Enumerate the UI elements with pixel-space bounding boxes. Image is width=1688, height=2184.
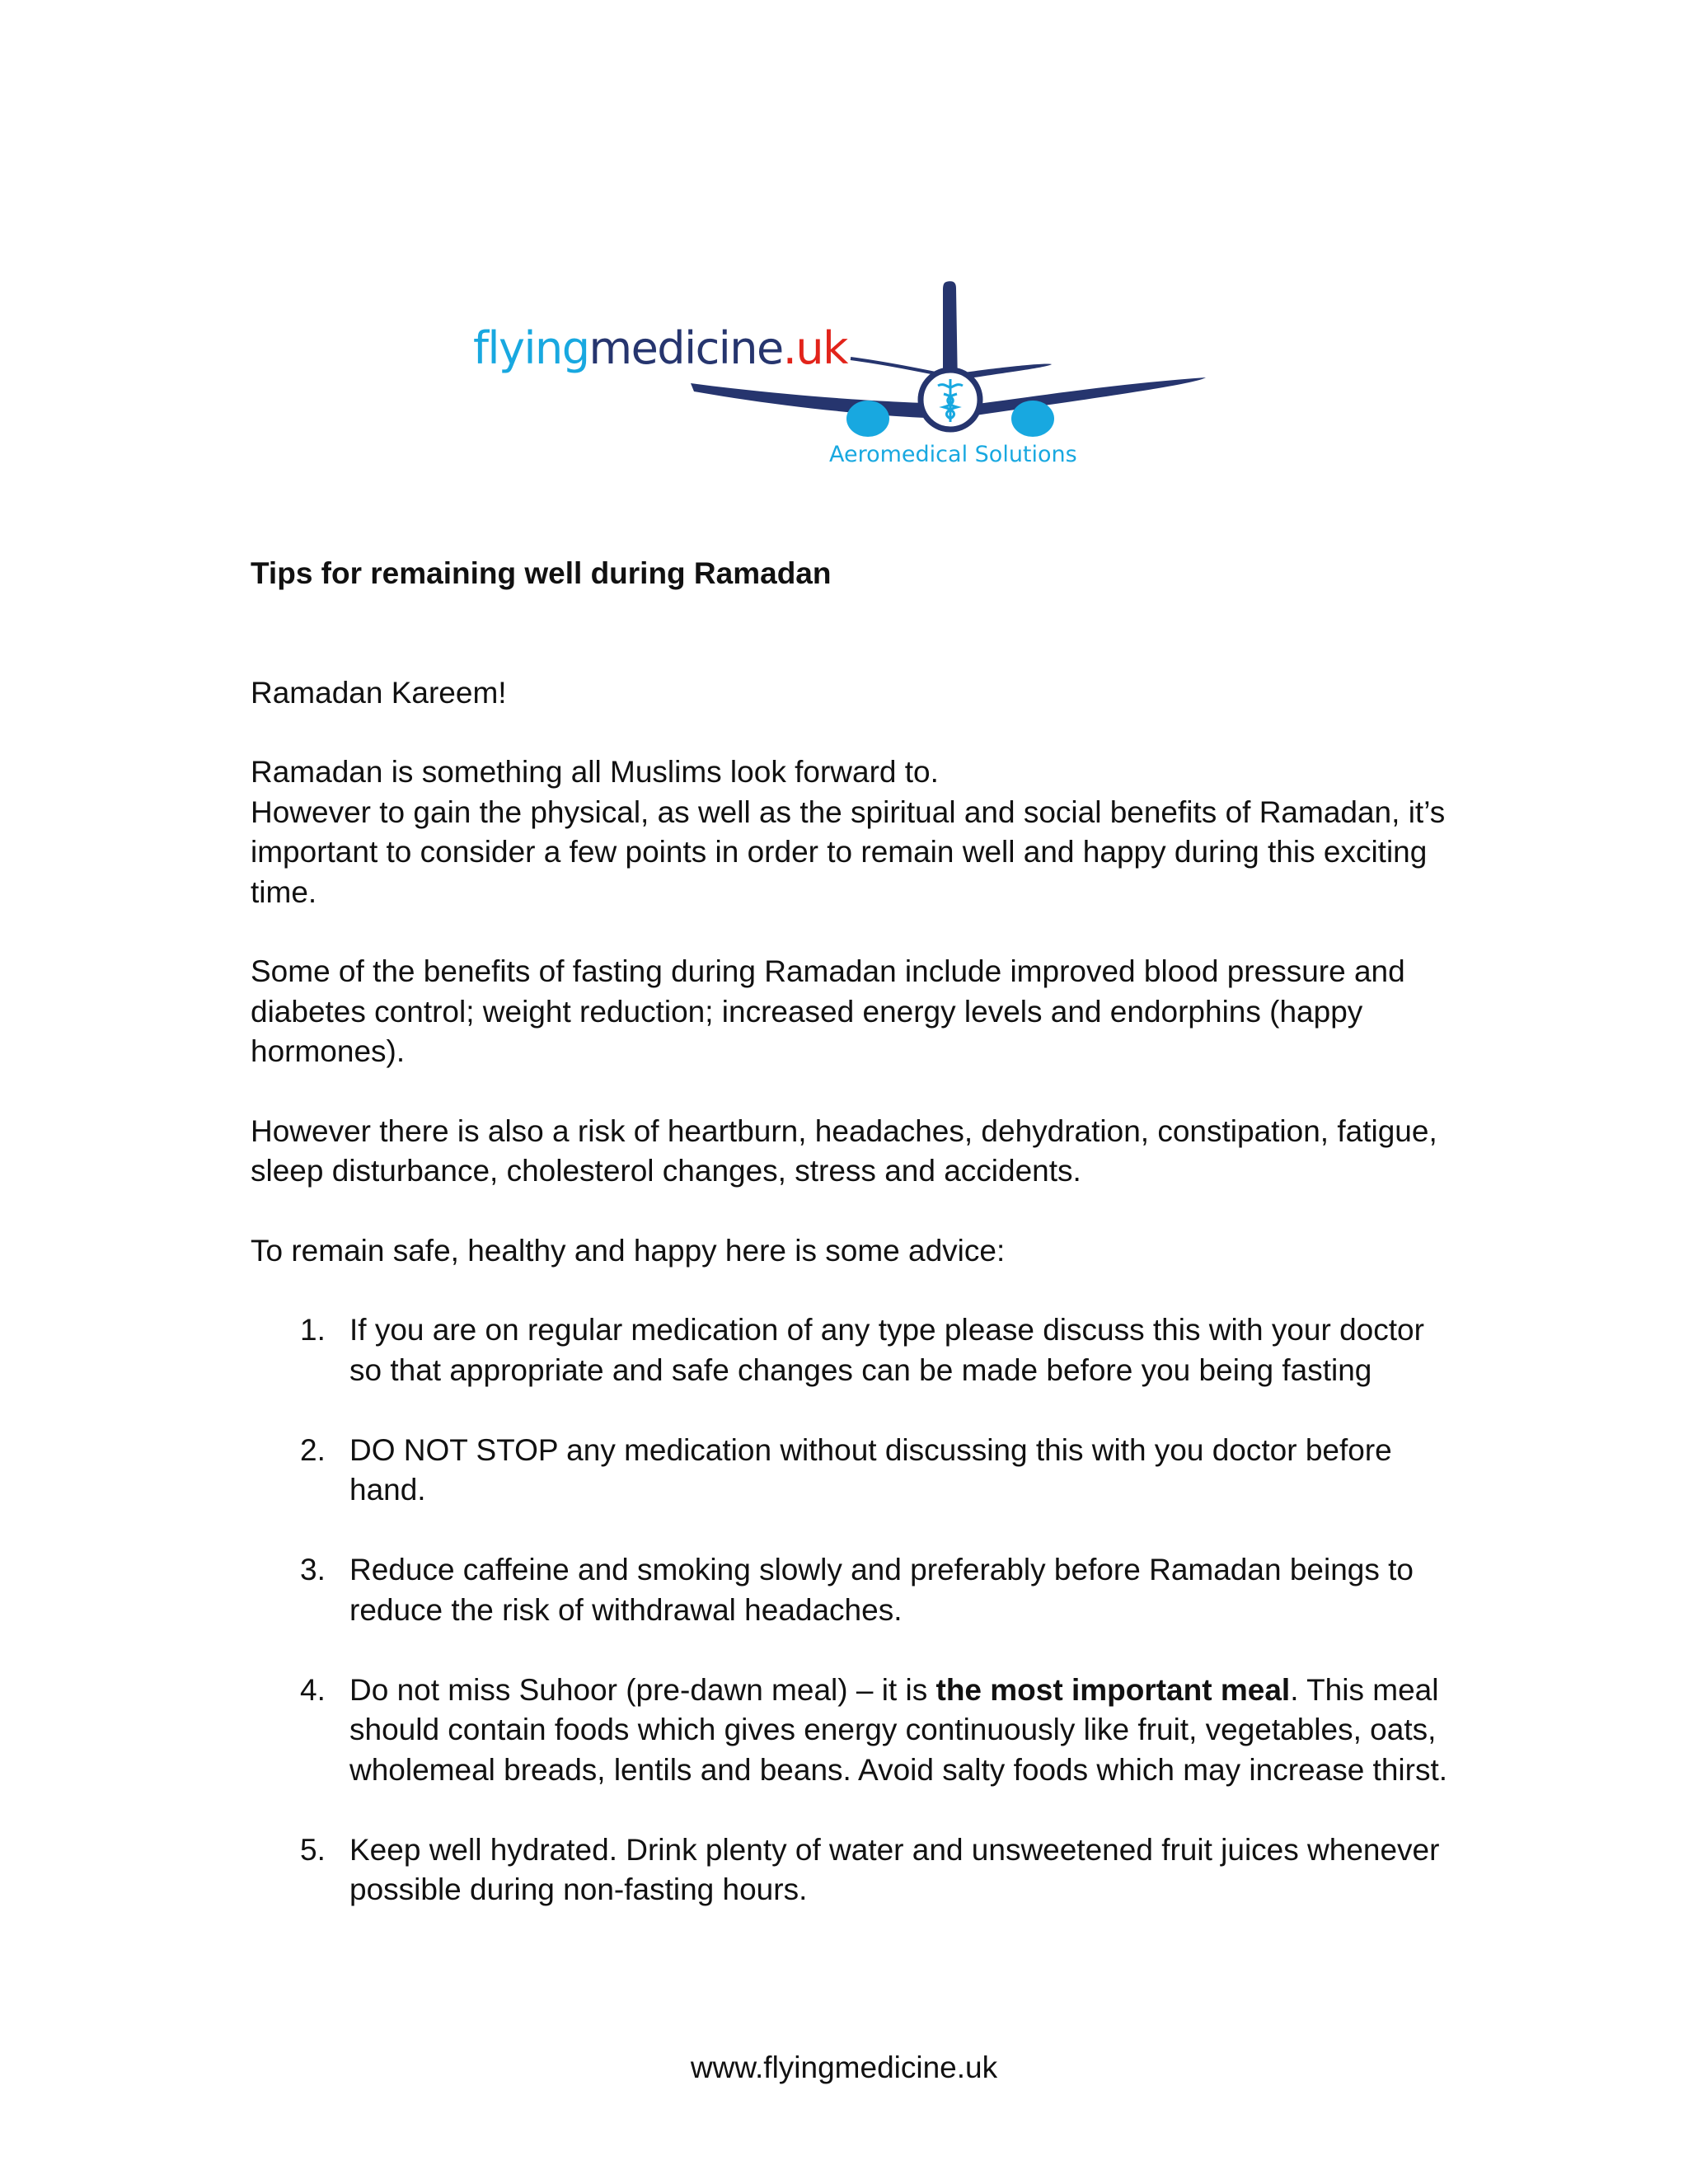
advice-list	[251, 1310, 1454, 1910]
list-item-number: 5.	[300, 1832, 326, 1867]
advice-intro: To remain safe, healthy and happy here is some advice:	[251, 1233, 1006, 1268]
greeting: Ramadan Kareem!	[251, 675, 507, 710]
list-item-text-after: . This meal should contain foods which gives energy continuously like fruit, vegetables, oats, wholemeal breads, lentils and beans. Avoid salty foods which may increase thirst.	[349, 1672, 1448, 1787]
logo-wordmark-part2: medicine	[588, 322, 783, 374]
logo-wordmark-part3: .uk	[782, 322, 847, 374]
list-item-text: Keep well hydrated. Drink plenty of water and unsweetened fruit juices whenever possible during non-fasting hours.	[349, 1832, 1440, 1906]
list-item-text	[349, 1673, 1447, 1787]
logo-wordmark-part1: flying	[473, 322, 589, 374]
list-item	[251, 1431, 1454, 1511]
list-item-text: DO NOT STOP any medication without discussing this with you doctor before hand.	[349, 1432, 1392, 1507]
logo-wordmark	[473, 322, 847, 374]
intro-line-1: Ramadan is something all Muslims look forward to.	[251, 755, 939, 789]
list-item-number: 3.	[300, 1553, 326, 1586]
logo-tagline: Aeromedical Solutions	[829, 442, 1077, 467]
list-item-text-before: Do not miss Suhoor (pre-dawn meal) – it is	[349, 1672, 936, 1707]
list-item	[251, 1830, 1454, 1910]
list-item-number: 1.	[300, 1313, 326, 1347]
list-item-text-bold: the most important meal	[935, 1672, 1291, 1707]
document-body	[251, 554, 1454, 1950]
list-item	[251, 1671, 1454, 1791]
list-item-number: 4.	[300, 1672, 326, 1707]
list-item	[251, 1550, 1454, 1630]
intro-paragraph	[251, 752, 1454, 912]
list-item-number: 2.	[300, 1432, 326, 1467]
right-engine-icon	[1011, 401, 1054, 437]
list-item-text: If you are on regular medication of any type please discuss this with your doctor so that appropriate and safe changes can be made before you being fasting	[349, 1313, 1424, 1387]
risks-paragraph: However there is also a risk of heartburn, headaches, dehydration, constipation, fatigue, sleep disturbance, cholesterol changes, stress and accidents.	[251, 1113, 1437, 1188]
document-title: Tips for remaining well during Ramadan	[251, 556, 832, 590]
left-engine-icon	[846, 401, 889, 437]
list-item-text: Reduce caffeine and smoking slowly and preferably before Ramadan beings to reduce the risk of withdrawal headaches.	[349, 1553, 1414, 1627]
benefits-paragraph: Some of the benefits of fasting during Ramadan include improved blood pressure and diabetes control; weight reduction; increased energy levels and endorphins (happy hormones).	[251, 954, 1405, 1068]
intro-line-2: However to gain the physical, as well as the spiritual and social benefits of Ramadan, it’s important to consider a few points in order to remain well and happy during this exciting time.	[251, 794, 1446, 909]
flyingmedicine-logo	[470, 272, 1212, 486]
footer-url: www.flyingmedicine.uk	[690, 2050, 998, 2084]
list-item	[251, 1310, 1454, 1390]
